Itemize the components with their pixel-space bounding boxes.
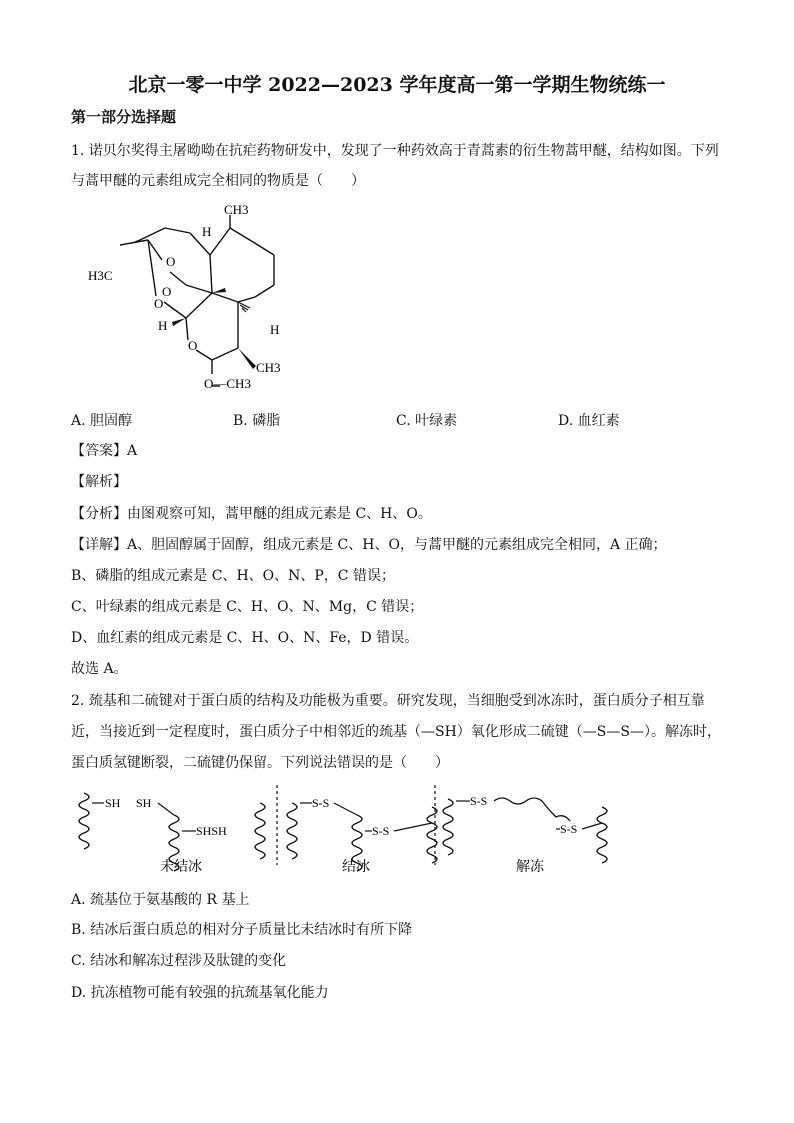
fig-o-a: O xyxy=(166,254,176,269)
fig2-sh2: SH xyxy=(136,796,152,810)
fig-o-b: O xyxy=(162,284,172,299)
fig2-panel2: 结冰 xyxy=(342,860,370,875)
fig-h3c-left: H3C xyxy=(88,268,113,283)
q1-conclusion: 故选 A。 xyxy=(71,661,128,677)
fig2-ss2: S-S xyxy=(372,824,390,838)
q1-option-c: C. 叶绿素 xyxy=(396,413,458,429)
fig-o-c: O xyxy=(154,296,164,311)
q1-stem-line1: 1. 诺贝尔奖得主屠呦呦在抗疟药物研发中，发现了一种药效高于青蒿素的衍生物蒿甲醚，结构如图。下列 xyxy=(71,143,719,159)
page-title: 北京一零一中学 2022—2023 学年度高一第一学期生物统练一 xyxy=(128,74,666,96)
q1-option-b: B. 磷脂 xyxy=(233,413,281,429)
q1-analysis-head: 【解析】 xyxy=(71,474,127,490)
q1-detail-line1: 【详解】A、胆固醇属于固醇，组成元素是 C、H、O，与蒿甲醚的元素组成完全相同，A 正确； xyxy=(71,537,667,553)
fig2-ss3: S-S xyxy=(470,794,488,808)
q1-option-d: D. 血红素 xyxy=(558,413,620,429)
fig2-sh1: SH xyxy=(105,796,121,810)
q1-fenxi: 【分析】由图观察可知，蒿甲醚的组成元素是 C、H、O。 xyxy=(71,506,432,522)
q1-detail-line4: D、血红素的组成元素是 C、H、O、N、Fe，D 错误。 xyxy=(71,630,419,646)
disulfide-bond-figure xyxy=(72,785,632,877)
q2-stem-line3: 蛋白质氢键断裂，二硫键仍保留。下列说法错误的是（ ） xyxy=(71,755,449,771)
q1-detail-line3: C、叶绿素的组成元素是 C、H、O、N、Mg，C 错误； xyxy=(71,599,424,615)
q1-option-a: A. 胆固醇 xyxy=(71,413,133,429)
fig-och3: O—CH3 xyxy=(204,376,251,391)
fig-h-lower-left: H xyxy=(158,318,168,333)
q1-stem-line2: 与蒿甲醚的元素组成完全相同的物质是（ ） xyxy=(71,173,365,189)
fig-o-ring: O xyxy=(188,338,198,353)
q2-option-c: C. 结冰和解冻过程涉及肽键的变化 xyxy=(71,953,287,969)
fig-ch3-top: CH3 xyxy=(224,202,249,217)
q2-option-d: D. 抗冻植物可能有较强的抗巯基氧化能力 xyxy=(71,985,329,1001)
fig-h-right: H xyxy=(270,322,280,337)
artemether-structure-figure xyxy=(80,200,300,395)
q2-stem-line1: 2. 巯基和二硫键对于蛋白质的结构及功能极为重要。研究发现，当细胞受到冰冻时，蛋白质分子相互靠 xyxy=(71,693,705,709)
fig2-ss4: S-S xyxy=(560,822,578,836)
fig2-ss1: S-S xyxy=(312,796,330,810)
q2-option-b: B. 结冰后蛋白质总的相对分子质量比未结冰时有所下降 xyxy=(71,922,413,938)
fig2-panel1: 未结冰 xyxy=(160,860,202,875)
section-heading: 第一部分选择题 xyxy=(71,108,177,126)
q2-stem-line2: 近，当接近到一定程度时，蛋白质分子中相邻近的巯基（—SH）氧化形成二硫键（—S—S—）。解冻时， xyxy=(71,724,721,740)
fig-ch3-right: CH3 xyxy=(256,360,281,375)
fig2-shsh: SHSH xyxy=(196,824,227,838)
q2-option-a: A. 巯基位于氨基酸的 R 基上 xyxy=(71,892,250,908)
fig-h-upper: H xyxy=(202,224,212,239)
fig2-panel3: 解冻 xyxy=(516,860,544,875)
q1-answer: 【答案】A xyxy=(71,443,138,459)
q1-detail-line2: B、磷脂的组成元素是 C、H、O、N、P，C 错误； xyxy=(71,568,395,584)
